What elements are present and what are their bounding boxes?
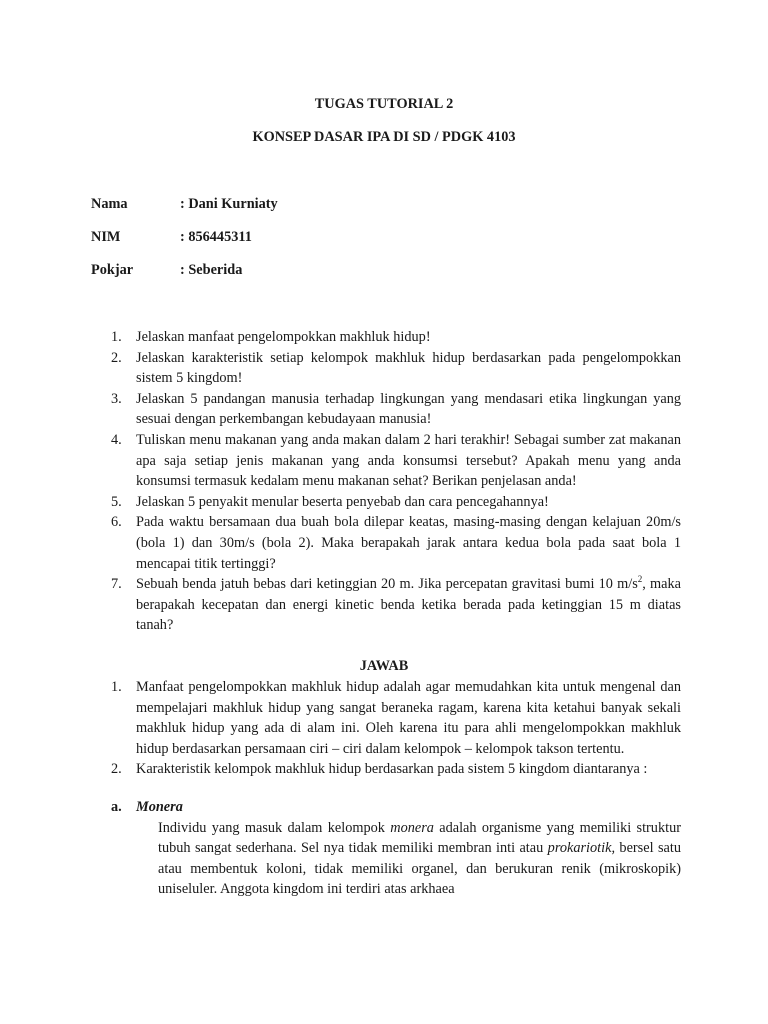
kingdom-section [111,797,681,900]
document-subtitle: KONSEP DASAR IPA DI SD / PDGK 4103 [252,129,516,145]
pokjar-value: : Seberida [180,262,243,278]
paragraph-text: bersel satu atau membentuk koloni, tidak memiliki organel, dan berukuran renik (mikroskopik) uniseluler. Anggota kingdom ini terdiri atas arkhaea [158,840,681,898]
question-text-part-b: , maka berapakah kecepatan dan energi kinetic benda ketika berada pada ketinggian 15 m diatas tanah? [136,576,682,634]
question-text: Tuliskan menu makanan yang anda makan dalam 2 hari terakhir! Sebagai sumber zat makanan apa saja setiap jenis makanan yang anda konsumsi tersebut? Apakah menu yang anda konsumsi termasuk kedalam menu makanan sehat? Berikan penjelasan anda! [136,431,681,490]
question-item [111,430,681,492]
answer-number: 2. [111,761,122,778]
answer-text: Karakteristik kelompok makhluk hidup berdasarkan pada sistem 5 kingdom diantaranya : [136,761,648,778]
question-item [111,512,681,574]
question-text: Jelaskan 5 pandangan manusia terhadap lingkungan yang mendasari etika lingkungan yang sesuai dengan perkembangan kebudayaan manusia! [136,390,681,428]
paragraph-text: Individu yang masuk dalam kelompok [158,819,391,836]
answer-item [111,759,681,780]
sub-heading-monera [111,797,681,818]
question-item [111,492,681,513]
italic-term: monera [390,819,434,836]
question-number: 1. [111,329,122,345]
document-title: TUGAS TUTORIAL 2 [314,96,454,112]
italic-term: prokariotik, [547,840,616,857]
sub-title: Monera [136,799,183,815]
answer-number: 1. [111,679,122,695]
nim-value: : 856445311 [180,229,252,245]
answer-text: Manfaat pengelompokkan makhluk hidup adalah agar memudahkan kita untuk mengenal dan mempelajari makhluk hidup yang sangat beraneka ragam, karena kita ketahui banyak sekali makhluk hidup yang ada di alam ini. Oleh karena itu para ahli mengelompokkan makhluk hidup berdasarkan persamaan ciri – ciri dalam kelompok – kelompok takson tertentu. [136,679,681,757]
question-item [111,389,681,430]
sub-letter: a. [111,799,122,815]
question-number: 5. [111,493,122,510]
question-text: Jelaskan manfaat pengelompokkan makhluk hidup! [136,329,431,345]
name-label: Nama [91,196,128,212]
paragraph-text: adalah organisme yang memiliki struktur tubuh sangat sederhana. Sel nya tidak memiliki membran inti atau [158,819,681,857]
question-item [111,327,681,348]
question-number: 2. [111,349,122,366]
question-number: 7. [111,576,122,593]
question-list [111,327,681,636]
answer-item [111,677,681,759]
monera-paragraph [111,818,681,900]
answer-list [111,677,681,780]
question-item [111,348,681,389]
question-text: Jelaskan 5 penyakit menular beserta penyebab dan cara pencegahannya! [136,493,549,510]
question-number: 4. [111,431,122,448]
question-text-part-a: Sebuah benda jatuh bebas dari ketinggian 20 m. Jika percepatan gravitasi bumi 10 m/s [136,576,638,593]
question-number: 6. [111,514,122,531]
question-item [111,574,681,636]
question-number: 3. [111,390,122,407]
question-text: Jelaskan karakteristik setiap kelompok makhluk hidup berdasarkan pada pengelompokkan sistem 5 kingdom! [136,349,681,387]
superscript: 2 [637,574,643,585]
question-text: Pada waktu bersamaan dua buah bola dilepar keatas, masing-masing dengan kelajuan 20m/s (bola 1) dan 30m/s (bola 2). Maka berapakah jarak antara kedua bola pada saat bola 1 mencapai titik tertinggi? [136,514,681,572]
name-value: : Dani Kurniaty [180,196,278,212]
answer-heading: JAWAB [359,658,409,674]
pokjar-label: Pokjar [91,262,134,278]
nim-label: NIM [91,229,121,245]
